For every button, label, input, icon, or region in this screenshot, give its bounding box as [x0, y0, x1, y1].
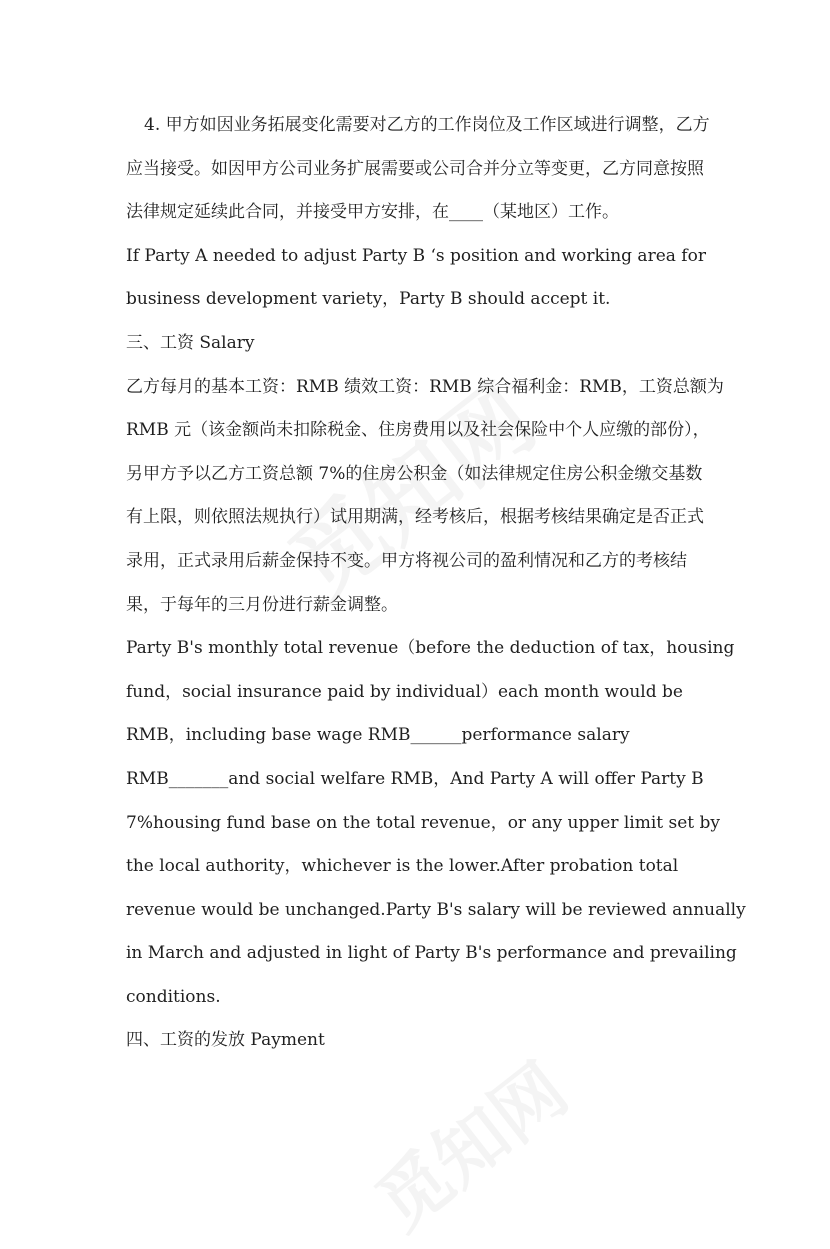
paragraph-line: the local authority，whichever is the lower.After probation total [126, 856, 679, 877]
paragraph-line: business development variety，Party B should accept it. [126, 289, 611, 310]
paragraph-line: in March and adjusted in light of Party B's performance and prevailing [126, 943, 737, 964]
watermark [351, 1035, 585, 1249]
paragraph-line: 乙方每月的基本工资：RMB 绩效工资：RMB 综合福利金：RMB，工资总额为 [126, 376, 724, 397]
paragraph-line: Party B's monthly total revenue（before the deduction of tax，housing [126, 638, 735, 659]
paragraph-line: RMB，including base wage RMB______performance salary [126, 725, 630, 746]
paragraph-line: 4. 甲方如因业务拓展变化需要对乙方的工作岗位及工作区域进行调整，乙方 [144, 115, 710, 135]
paragraph-line: 另甲方予以乙方工资总额 7%的住房公积金（如法律规定住房公积金缴交基数 [126, 463, 703, 484]
paragraph-line: If Party A needed to adjust Party B ‘s position and working area for [126, 245, 706, 266]
section-heading-payment: 四、工资的发放 Payment [126, 1030, 325, 1051]
document-page [126, 104, 746, 1063]
paragraph-line: RMB 元（该金额尚未扣除税金、住房费用以及社会保险中个人应缴的部份）， [126, 420, 710, 441]
section-heading-salary: 三、工资 Salary [126, 332, 255, 353]
paragraph-line: 果，于每年的三月份进行薪金调整。 [126, 594, 398, 615]
paragraph-line: 应当接受。如因甲方公司业务扩展需要或公司合并分立等变更，乙方同意按照 [126, 158, 704, 179]
paragraph-line: revenue would be unchanged.Party B's salary will be reviewed annually [126, 899, 746, 920]
paragraph-line: 有上限，则依照法规执行）试用期满，经考核后，根据考核结果确定是否正式 [126, 507, 704, 528]
paragraph-line: conditions. [126, 986, 221, 1007]
paragraph-line: fund，social insurance paid by individual）each month would be [126, 681, 683, 702]
paragraph-line: 7%housing fund base on the total revenue，or any upper limit set by [126, 812, 721, 833]
paragraph-line: 法律规定延续此合同，并接受甲方安排，在____（某地区）工作。 [126, 202, 619, 223]
paragraph-line: RMB_______and social welfare RMB，And Party A will offer Party B [126, 768, 704, 789]
paragraph-line: 录用，正式录用后薪金保持不变。甲方将视公司的盈利情况和乙方的考核结 [126, 550, 687, 571]
